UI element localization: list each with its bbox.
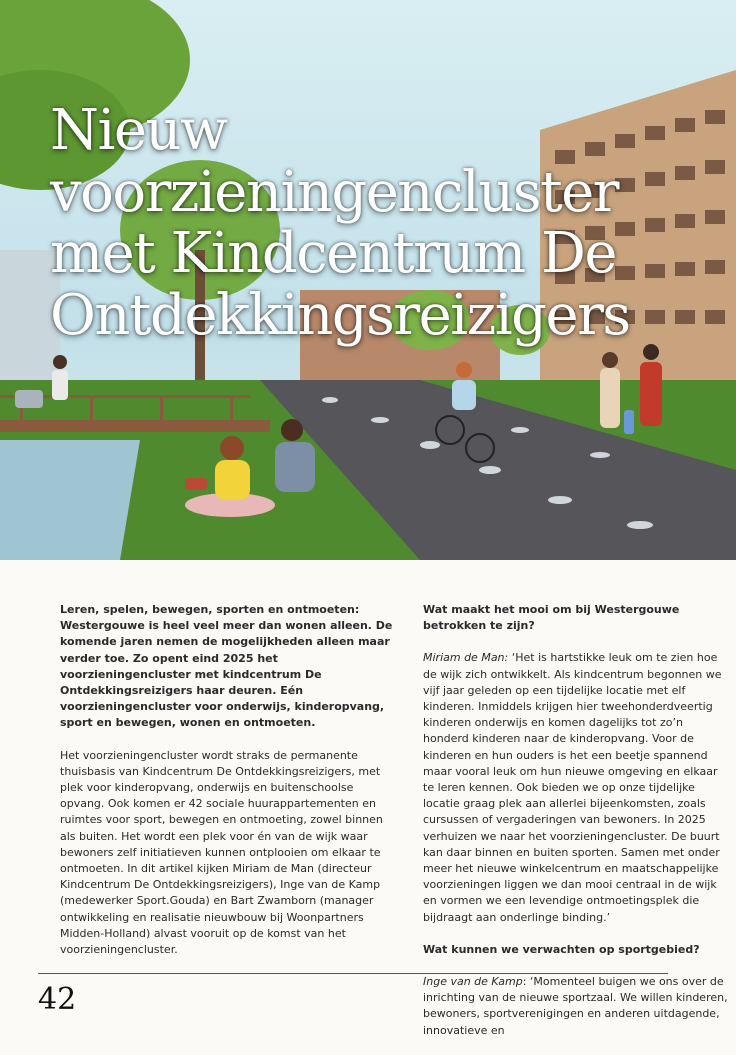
answer-text: : ‘Momenteel buigen we ons over de inrichting van de nieuwe sportzaal. We willen kinderen, bewoners, sportverenigingen en anderen uitdagende, innovatieve en [423,975,728,1037]
speaker-name: Inge van de Kamp [423,975,523,989]
question-heading-2: Wat kunnen we verwachten op sportgebied? [423,942,700,956]
question-heading-1: Wat maakt het mooi om bij Westergouwe betrokken te zijn? [423,603,680,633]
answer-text: ‘Het is hartstikke leuk om te zien hoe de wijk zich ontwikkelt. Als kindcentrum begonnen we vijf jaar geleden op een tijdelijke locatie met elf kinderen. Inmiddels krijgen hier tweehonderdveertig kinderen onderwijs en komen dagelijks tot zo’n honderd kinderen naar de kinderopvang. Voor de kinderen en hun ouders is het een beetje spannend maar vooral leuk om hun nieuwe omgeving en elkaar te leren kennen. Ook bieden we op onze tijdelijke locatie graag plek aan allerlei bijeenkomsten, zoals cursussen of vergaderingen van bewoners. In 2025 verhuizen we naar het voorzieningencluster. De buurt kan daar binnen en buiten sporten. Samen met onder meer het nieuwe winkelcentrum en maatschappelijke voorzieningen liggen we dan mooi centraal in de wijk en vormen we een levendige ontmoetingsplek die bijdraagt aan onderlinge binding.’ [423,651,722,924]
answer-paragraph-2 [423,974,729,1039]
page-number: 42 [38,982,77,1017]
left-column [60,602,400,974]
answer-paragraph-1 [423,650,729,925]
article-title: Nieuw voorzieningencluster met Kindcentrum De Ontdekkingsreizigers [50,98,630,348]
footer-rule [38,973,668,974]
lead-paragraph: Leren, spelen, bewegen, sporten en ontmoeten: Westergouwe is heel veel meer dan wonen alleen. De komende jaren nemen de mogelijkheden alleen maar verder toe. Zo opent eind 2025 het voorzieningencluster met kindcentrum De Ontdekkingsreizigers haar deuren. Eén voorzieningencluster voor onderwijs, kinderopvang, sport en bewegen, wonen en ontmoeten. [60,603,393,730]
speaker-name: Miriam de Man: [423,651,509,665]
canal-water [0,440,140,560]
body-paragraph: Het voorzieningencluster wordt straks de permanente thuisbasis van Kindcentrum De Ontdekkingsreizigers, met plek voor kinderopvang, onderwijs en buitenschoolse opvang. Ook komen er 42 sociale huurappartementen en ruimtes voor sport, bewegen en ontmoeting, zowel binnen als buiten. Het wordt een plek voor én van de wijk waar bewoners zelf initiatieven kunnen ontplooien om elkaar te ontmoeten. In dit artikel kijken Miriam de Man (directeur Kindcentrum De Ontdekkingsreizigers), Inge van de Kamp (medewerker Sport.Gouda) en Bart Zwamborn (manager ontwikkeling en realisatie nieuwbouw bij Woonpartners Midden-Holland) alvast vooruit op de komst van het voorzieningencluster. [60,748,383,957]
right-column [423,602,729,1055]
